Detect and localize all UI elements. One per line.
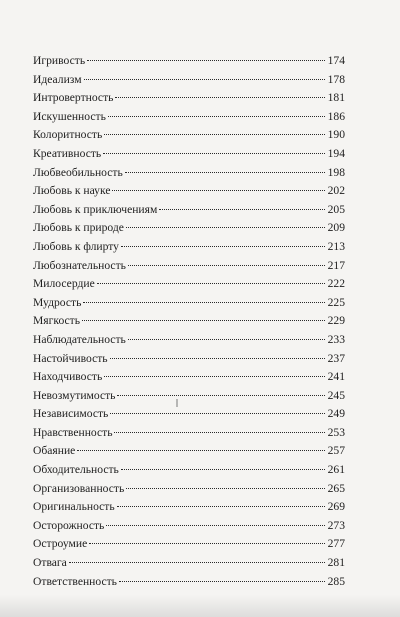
dot-leader	[128, 265, 325, 266]
dot-leader	[126, 488, 325, 489]
toc-entry-title: Отвага	[33, 556, 67, 570]
toc-entry-page: 285	[327, 574, 345, 588]
toc-entry-title: Независимость	[33, 407, 109, 421]
dot-leader	[83, 302, 325, 303]
toc-entry	[33, 164, 345, 183]
toc-entry	[33, 108, 345, 127]
toc-entry-page: 261	[327, 463, 345, 477]
dot-leader	[89, 543, 325, 544]
dot-leader	[110, 358, 325, 359]
toc-entry	[33, 387, 345, 406]
toc-entry	[33, 498, 345, 517]
toc-entry-title: Оригинальность	[33, 500, 115, 514]
dot-leader	[103, 153, 325, 154]
toc-entry-page: 277	[327, 537, 345, 551]
toc-entry-page: 233	[327, 332, 345, 346]
toc-entry	[33, 257, 345, 276]
toc-entry	[33, 275, 345, 294]
toc-entry	[33, 294, 345, 313]
toc-entry	[33, 238, 345, 257]
dot-leader	[121, 469, 325, 470]
dot-leader	[128, 339, 325, 340]
toc-entry	[33, 368, 345, 387]
toc-entry-title: Интровертность	[33, 91, 114, 105]
toc-entry	[33, 573, 345, 592]
toc-entry-page: 245	[327, 388, 345, 402]
toc-entry-page: 181	[327, 91, 345, 105]
toc-entry-title: Любвеобильность	[33, 165, 123, 179]
toc-entry-page: 178	[327, 72, 345, 86]
toc-entry	[33, 350, 345, 369]
toc-entry-page: 209	[327, 221, 345, 235]
toc-entry-title: Обходительность	[33, 463, 119, 477]
toc-entry-page: 249	[327, 407, 345, 421]
print-mark	[176, 399, 178, 407]
toc-entry-title: Любовь к флирту	[33, 239, 119, 253]
toc-entry-page: 190	[327, 128, 345, 142]
toc-entry-title: Нравственность	[33, 425, 113, 439]
dot-leader	[82, 320, 325, 321]
toc-entry	[33, 517, 345, 536]
toc-entry-title: Мягкость	[33, 314, 81, 328]
toc-entry-title: Находчивость	[33, 370, 103, 384]
toc-entry-title: Любовь к природе	[33, 221, 124, 235]
toc-entry-title: Любовь к науке	[33, 184, 111, 198]
toc-entry-title: Организованность	[33, 481, 125, 495]
dot-leader	[117, 395, 325, 396]
toc-entry	[33, 442, 345, 461]
toc-entry	[33, 145, 345, 164]
toc-entry	[33, 424, 345, 443]
toc-entry	[33, 71, 345, 90]
toc-entry	[33, 405, 345, 424]
table-of-contents	[33, 52, 345, 591]
toc-entry-title: Колоритность	[33, 128, 103, 142]
toc-entry-title: Креативность	[33, 146, 102, 160]
toc-entry-page: 273	[327, 518, 345, 532]
dot-leader	[126, 227, 325, 228]
dot-leader	[104, 134, 325, 135]
toc-entry-page: 198	[327, 165, 345, 179]
toc-entry-page: 186	[327, 109, 345, 123]
toc-entry-title: Ответственность	[33, 574, 117, 588]
toc-entry-page: 269	[327, 500, 345, 514]
toc-entry-title: Настойчивость	[33, 351, 108, 365]
dot-leader	[77, 450, 325, 451]
toc-entry-page: 213	[327, 239, 345, 253]
toc-entry-page: 217	[327, 258, 345, 272]
toc-entry	[33, 182, 345, 201]
toc-entry	[33, 461, 345, 480]
toc-entry	[33, 52, 345, 71]
toc-entry-title: Осторожность	[33, 518, 105, 532]
toc-entry-title: Любознательность	[33, 258, 126, 272]
toc-entry-page: 265	[327, 481, 345, 495]
toc-entry-title: Милосердие	[33, 277, 95, 291]
toc-entry	[33, 126, 345, 145]
dot-leader	[97, 283, 325, 284]
dot-leader	[114, 432, 325, 433]
toc-entry-title: Искушенность	[33, 109, 106, 123]
toc-entry-page: 241	[327, 370, 345, 384]
toc-entry-title: Наблюдательность	[33, 332, 126, 346]
toc-entry	[33, 312, 345, 331]
dot-leader	[112, 190, 325, 191]
toc-entry-page: 281	[327, 556, 345, 570]
toc-entry-title: Остроумие	[33, 537, 88, 551]
dot-leader	[159, 209, 325, 210]
page-edge-shadow	[0, 595, 400, 617]
toc-entry-title: Любовь к приключениям	[33, 202, 158, 216]
dot-leader	[84, 79, 325, 80]
dot-leader	[69, 562, 325, 563]
dot-leader	[106, 525, 325, 526]
toc-entry	[33, 89, 345, 108]
toc-entry-title: Невозмутимость	[33, 388, 116, 402]
toc-entry	[33, 331, 345, 350]
toc-entry-page: 194	[327, 146, 345, 160]
toc-entry-page: 222	[327, 277, 345, 291]
toc-entry-title: Игривость	[33, 54, 86, 67]
dot-leader	[119, 581, 325, 582]
toc-entry-page: 237	[327, 351, 345, 365]
dot-leader	[104, 376, 325, 377]
toc-entry	[33, 480, 345, 499]
toc-entry-page: 257	[327, 444, 345, 458]
toc-entry-page: 202	[327, 184, 345, 198]
toc-entry-page: 225	[327, 295, 345, 309]
toc-entry-page: 174	[327, 54, 345, 67]
toc-entry	[33, 554, 345, 573]
toc-entry-page: 229	[327, 314, 345, 328]
toc-entry	[33, 201, 345, 220]
toc-entry-page: 205	[327, 202, 345, 216]
toc-entry-page: 253	[327, 425, 345, 439]
toc-entry-title: Обаяние	[33, 444, 76, 458]
dot-leader	[108, 116, 325, 117]
dot-leader	[117, 506, 325, 507]
dot-leader	[115, 97, 325, 98]
dot-leader	[121, 246, 325, 247]
dot-leader	[110, 413, 325, 414]
toc-entry-title: Идеализм	[33, 72, 82, 86]
dot-leader	[87, 60, 325, 61]
toc-entry	[33, 219, 345, 238]
toc-entry	[33, 535, 345, 554]
dot-leader	[125, 172, 325, 173]
toc-entry-title: Мудрость	[33, 295, 82, 309]
